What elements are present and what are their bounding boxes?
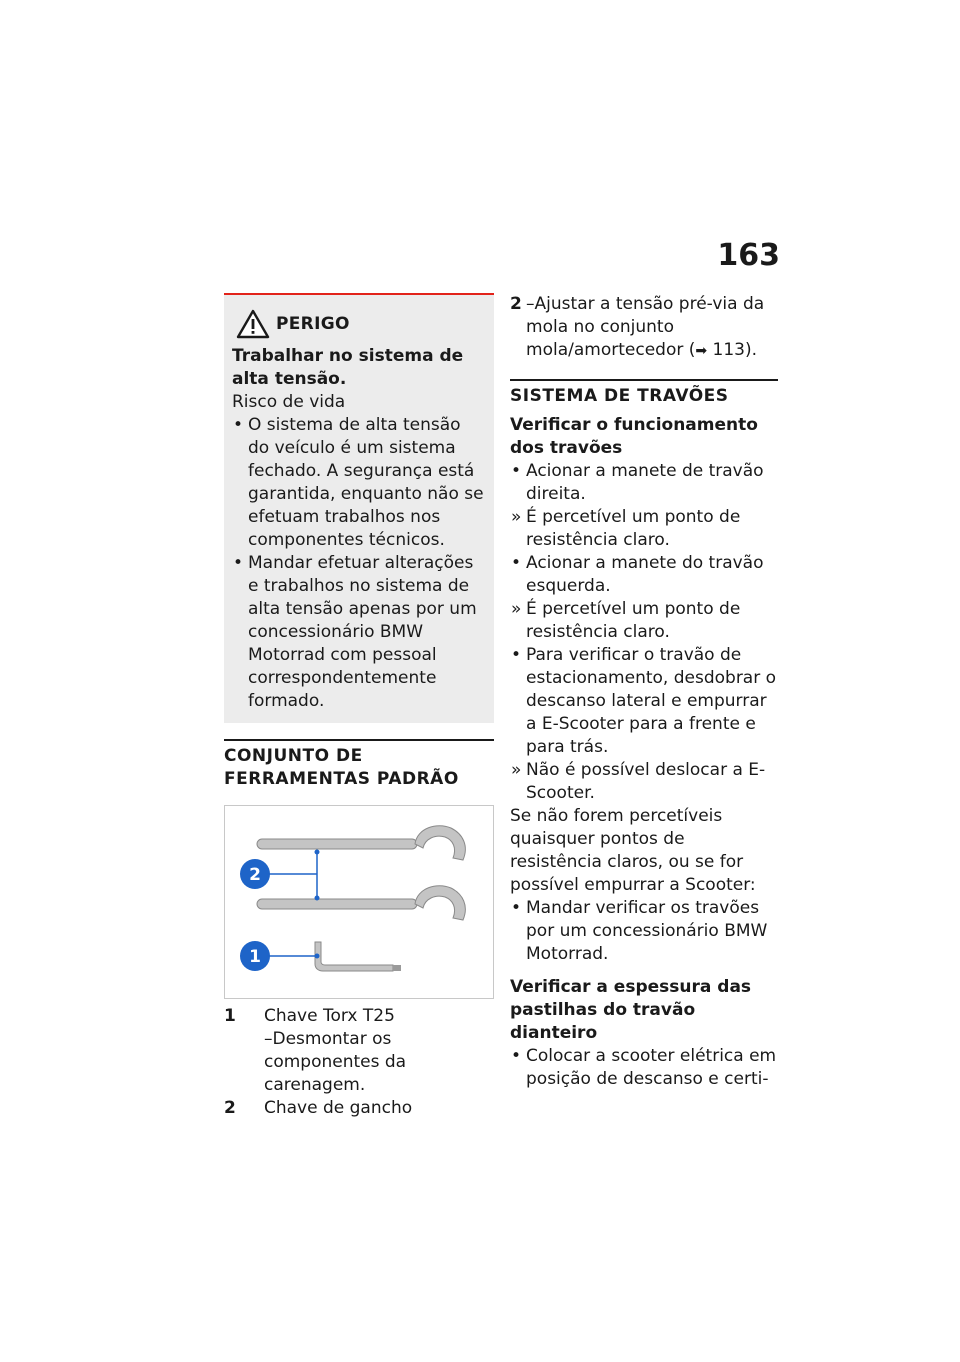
danger-list xyxy=(232,414,484,713)
legend-subitem: –Desmontar os componentes da carenagem. xyxy=(264,1029,407,1095)
danger-subtitle: Risco de vida xyxy=(232,392,346,412)
result-step: » É percetível um ponto de resistência claro. xyxy=(510,506,778,552)
callout-label: 1 xyxy=(249,947,261,967)
danger-header xyxy=(232,309,484,339)
result-step: » Não é possível deslocar a E-Scooter. xyxy=(510,759,778,805)
callout-label: 2 xyxy=(249,865,261,885)
action-step: • Mandar verificar os travões por um concessionário BMW Motorrad. xyxy=(510,897,778,966)
note-paragraph: Se não forem percetíveis quaisquer pontos de resistência claros, ou se for possível empurrar a Scooter: xyxy=(510,806,756,895)
action-list xyxy=(510,1045,778,1091)
figure-legend xyxy=(224,1005,494,1120)
action-step: • Colocar a scooter elétrica em posição de descanso e certi- xyxy=(510,1045,778,1091)
hook-wrench-icon xyxy=(257,826,465,920)
legend-number: 2 xyxy=(510,294,522,314)
callout-badge-2 xyxy=(240,859,270,889)
action-list xyxy=(510,644,778,759)
action-list xyxy=(510,552,778,598)
danger-label: PERIGO xyxy=(276,314,350,334)
warning-triangle-icon xyxy=(236,309,270,339)
legend-number: 1 xyxy=(224,1006,236,1026)
legend-text: Chave Torx T25 xyxy=(264,1006,395,1026)
list-item: • O sistema de alta tensão do veículo é um sistema fechado. A segurança está garantida, enquanto não se efetuam trabalhos nos componentes técnicos. xyxy=(232,414,484,552)
section-title-brakes: SISTEMA DE TRAVÕES xyxy=(510,379,778,408)
action-step: • Para verificar o travão de estacionamento, desdobrar o descanso lateral e empurrar a E-Scooter para a frente e para trás. xyxy=(510,644,778,759)
torx-key-icon xyxy=(315,942,401,971)
left-column xyxy=(224,293,494,1120)
action-step: • Acionar a manete do travão esquerda. xyxy=(510,552,778,598)
danger-title: Trabalhar no sistema de alta tensão. xyxy=(232,346,464,389)
right-column xyxy=(510,293,778,1091)
danger-box xyxy=(224,293,494,723)
action-step: • Acionar a manete de travão direita. xyxy=(510,460,778,506)
result-list xyxy=(510,506,778,552)
result-list xyxy=(510,598,778,644)
callout-badge-1 xyxy=(240,941,270,971)
legend-text xyxy=(526,293,778,363)
subsection-title-check: Verificar o funcionamento dos travões xyxy=(510,415,758,458)
arrow-right-icon: ➡ xyxy=(695,343,708,359)
legend-row xyxy=(510,293,778,363)
legend-row xyxy=(224,1097,494,1120)
action-list xyxy=(510,897,778,966)
result-step: » É percetível um ponto de resistência claro. xyxy=(510,598,778,644)
list-item: • Mandar efetuar alterações e trabalhos no sistema de alta tensão apenas por um concessionário BMW Motorrad com pessoal correspondentemente formado. xyxy=(232,552,484,713)
subsection-title-pads: Verificar a espessura das pastilhas do travão dianteiro xyxy=(510,977,752,1043)
section-title-tools: CONJUNTO DE FERRAMENTAS PADRÃO xyxy=(224,739,494,791)
tools-illustration xyxy=(225,806,493,998)
legend-row xyxy=(224,1005,494,1028)
result-list xyxy=(510,759,778,805)
page-number: 163 xyxy=(717,238,780,273)
brake-check-steps xyxy=(510,460,778,506)
page-reference-number: 113). xyxy=(712,340,758,360)
legend-text: Chave de gancho xyxy=(264,1098,413,1118)
legend-number: 2 xyxy=(224,1098,236,1118)
legend-subitem: –Ajustar a tensão pré-via da mola no conjunto mola/amortecedor xyxy=(526,294,765,360)
tools-figure xyxy=(224,805,494,999)
page-reference[interactable]: (➡ 113). xyxy=(688,340,758,360)
